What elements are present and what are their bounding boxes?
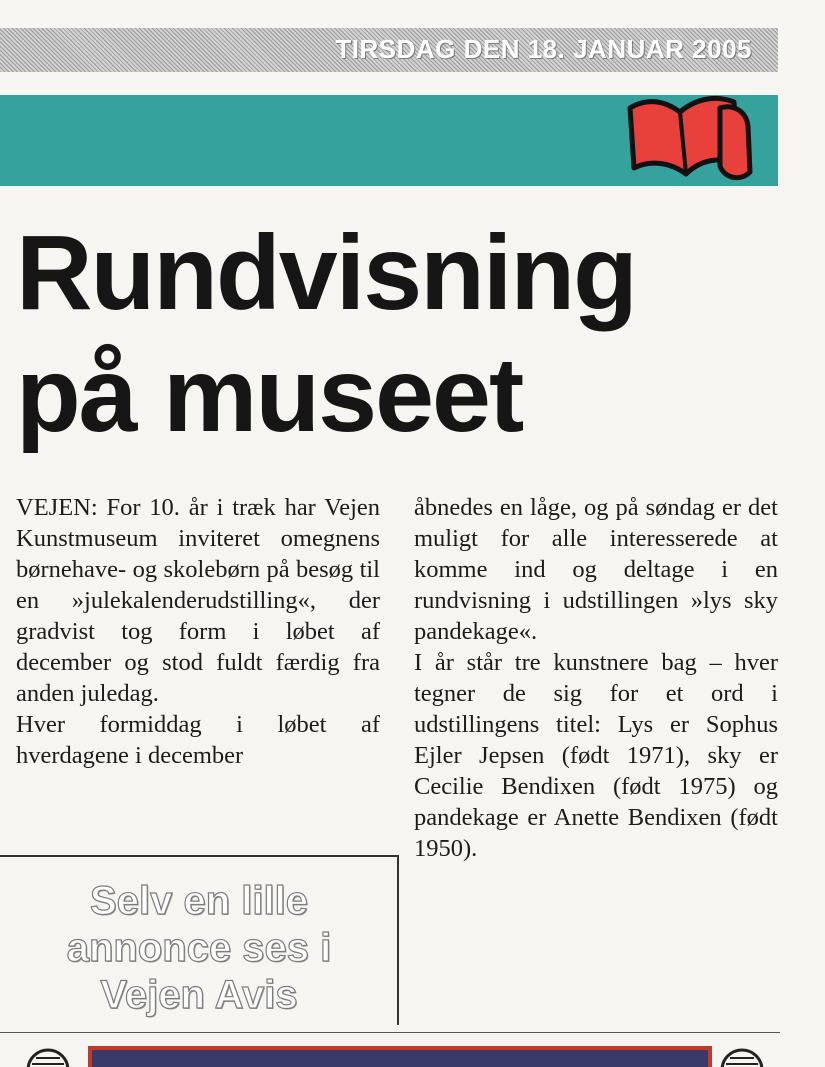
- article-column-right: [414, 492, 778, 864]
- advertisement: [14, 878, 384, 1019]
- paragraph: Hver formiddag i løbet af hverdagene i december: [16, 711, 380, 769]
- issue-date: TIRSDAG DEN 18. JANUAR 2005: [335, 34, 752, 64]
- article-column-left: [16, 492, 380, 771]
- paragraph: I år står tre kunstnere bag – hver tegner de sig for et ord i udstillingens titel: Lys er Sophus Ejler Jepsen (født 1971), sky er Cecilie Bendixen (født 1975) og pandekage er Anette Bendixen (født 1950).: [414, 649, 778, 862]
- next-article-edge: [0, 1046, 825, 1067]
- ad-line-3: Vejen Avis: [100, 973, 298, 1017]
- headline-line-1: Rundvisning: [16, 214, 636, 332]
- page-divider: [0, 1032, 780, 1033]
- headline: [16, 212, 636, 456]
- headline-line-2: på museet: [16, 336, 523, 454]
- date-banner: [0, 28, 778, 72]
- paragraph: VEJEN: For 10. år i træk har Vejen Kunstmuseum inviteret omegnens børnehave- og skolebørn på besøg til en »julekalenderudstilling«, der gradvist tog form i løbet af december og stod fuldt færdig fra anden juledag.: [16, 494, 380, 707]
- ad-line-2: annonce ses i: [66, 926, 332, 970]
- ad-line-1: Selv en lille: [90, 879, 308, 923]
- open-book-icon: [620, 86, 758, 192]
- ad-border-right: [397, 855, 399, 1025]
- ad-border-top: [0, 855, 399, 857]
- paragraph: åbnedes en låge, og på søndag er det muligt for alle interesserede at komme ind og deltage i en rundvisning i udstillingen »lys sky pandekage«.: [414, 494, 778, 645]
